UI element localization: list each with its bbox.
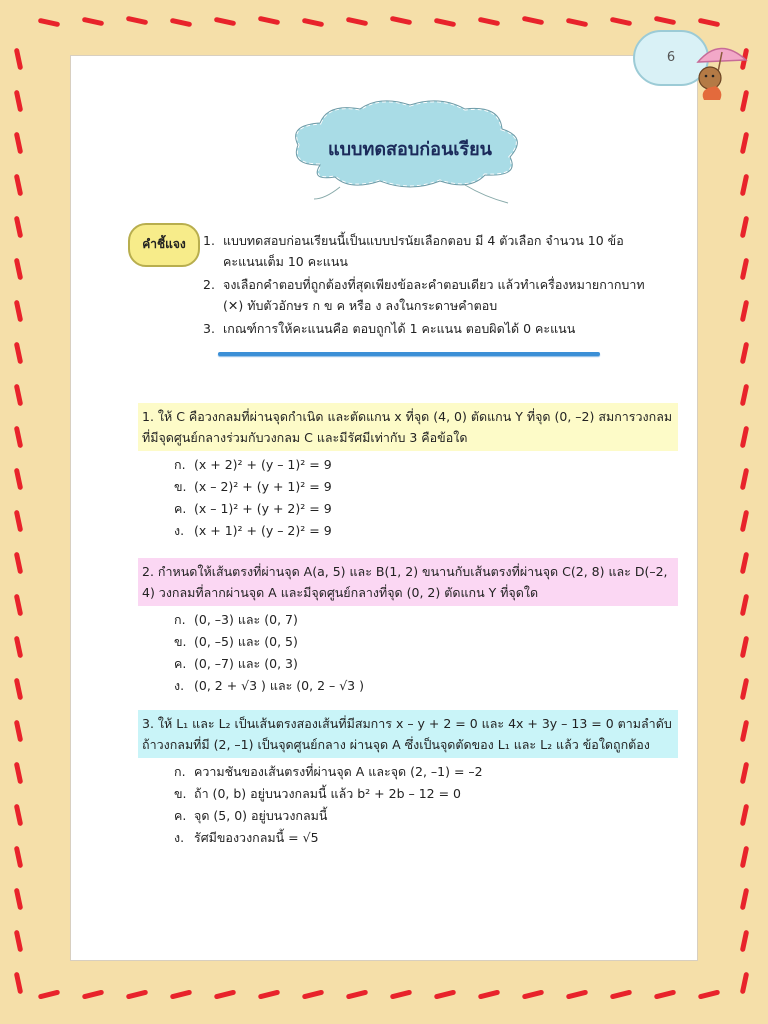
- frame-dash: [14, 552, 23, 575]
- frame-dash: [170, 18, 193, 27]
- frame-dash: [14, 300, 23, 323]
- choice-option[interactable]: [174, 631, 678, 653]
- choice-text: (x – 1)² + (y + 2)² = 9: [194, 501, 332, 516]
- choice-label: ง.: [174, 830, 185, 845]
- frame-dash: [14, 888, 23, 911]
- choice-text: (0, –7) และ (0, 3): [194, 656, 298, 671]
- frame-dash: [740, 174, 749, 197]
- instruction-number: 3.: [203, 321, 215, 336]
- frame-dash: [390, 16, 413, 25]
- umbrella-mascot-icon: [690, 40, 752, 102]
- frame-dash: [740, 468, 749, 491]
- question-stem: 1. ให้ C คือวงกลมที่ผ่านจุดกำเนิด และตัดแกน x ที่จุด (4, 0) ตัดแกน Y ที่จุด (0, –2) สมการวงกลมที่มีจุดศูนย์กลางร่วมกับวงกลม C และมีรัศมีเท่ากับ 3 คือข้อใด: [138, 403, 678, 451]
- frame-dash: [698, 18, 721, 27]
- choice-label: ข.: [174, 479, 187, 494]
- frame-dash: [740, 846, 749, 869]
- frame-dash: [434, 18, 457, 27]
- instruction-text: เกณฑ์การให้คะแนนคือ ตอบถูกได้ 1 คะแนน ตอบผิดได้ 0 คะแนน: [223, 321, 576, 336]
- frame-dash: [14, 762, 23, 785]
- question-1: [138, 403, 678, 542]
- frame-dash: [14, 258, 23, 281]
- frame-dash: [38, 989, 61, 999]
- frame-dash: [82, 989, 105, 999]
- choice-label: ก.: [174, 457, 186, 472]
- frame-dash: [740, 258, 749, 281]
- frame-dash: [14, 174, 23, 197]
- frame-dash: [390, 989, 413, 999]
- choice-list: [174, 761, 678, 849]
- frame-dash: [610, 989, 633, 999]
- choice-list: [174, 609, 678, 697]
- question-3: [138, 710, 678, 849]
- frame-dash: [740, 132, 749, 155]
- frame-dash: [14, 468, 23, 491]
- frame-dash: [14, 216, 23, 239]
- section-divider: [218, 352, 600, 356]
- frame-dash: [14, 48, 23, 71]
- frame-dash: [740, 762, 749, 785]
- choice-option[interactable]: [174, 653, 678, 675]
- frame-dash: [258, 989, 281, 999]
- question-stem: 3. ให้ L₁ และ L₂ เป็นเส้นตรงสองเส้นที่มีสมการ x – y + 2 = 0 และ 4x + 3y – 13 = 0 ตามลำดับ ถ้าวงกลมที่มี (2, –1) เป็นจุดศูนย์กลาง ผ่านจุด A ซึ่งเป็นจุดตัดของ L₁ และ L₂ แล้ว ข้อใดถูกต้อง: [138, 710, 678, 758]
- choice-label: ค.: [174, 656, 187, 671]
- choice-option[interactable]: [174, 675, 678, 697]
- frame-dash: [566, 18, 589, 27]
- choice-option[interactable]: [174, 609, 678, 631]
- choice-text: (0, 2 + √3 ) และ (0, 2 – √3 ): [194, 678, 364, 693]
- frame-dash: [14, 972, 23, 995]
- frame-dash: [740, 384, 749, 407]
- choice-text: (0, –3) และ (0, 7): [194, 612, 298, 627]
- page-number: 6: [666, 50, 676, 65]
- choice-text: (x – 2)² + (y + 1)² = 9: [194, 479, 332, 494]
- frame-dash: [740, 426, 749, 449]
- frame-dash: [14, 90, 23, 113]
- frame-dash: [14, 720, 23, 743]
- frame-dash: [170, 989, 193, 999]
- instructions-tag: [128, 223, 200, 267]
- frame-dash: [654, 989, 677, 999]
- frame-dash: [14, 384, 23, 407]
- frame-dash: [740, 930, 749, 953]
- frame-dash: [740, 342, 749, 365]
- frame-dash: [302, 989, 325, 999]
- frame-dash: [522, 989, 545, 999]
- choice-label: ง.: [174, 678, 185, 693]
- instruction-text: จงเลือกคำตอบที่ถูกต้องที่สุดเพียงข้อละคำตอบเดียว แล้วทำเครื่องหมายกากบาท (✕) ทับตัวอักษร ก ข ค หรือ ง ลงในกระดาษคำตอบ: [223, 277, 645, 313]
- frame-dash: [14, 132, 23, 155]
- frame-dash: [14, 804, 23, 827]
- instructions-tag-label: คำชี้แจง: [142, 237, 186, 251]
- frame-dash: [698, 989, 721, 999]
- choice-option[interactable]: [174, 454, 678, 476]
- choice-list: [174, 454, 678, 542]
- frame-dash: [14, 930, 23, 953]
- frame-dash: [82, 17, 105, 26]
- choice-option[interactable]: [174, 783, 678, 805]
- frame-dash: [740, 594, 749, 617]
- choice-text: (0, –5) และ (0, 5): [194, 634, 298, 649]
- choice-text: (x + 2)² + (y – 1)² = 9: [194, 457, 332, 472]
- choice-option[interactable]: [174, 827, 678, 849]
- frame-dash: [740, 678, 749, 701]
- question-2: [138, 558, 678, 697]
- instruction-item: [203, 230, 663, 272]
- frame-dash: [14, 846, 23, 869]
- question-stem: 2. กำหนดให้เส้นตรงที่ผ่านจุด A(a, 5) และ B(1, 2) ขนานกับเส้นตรงที่ผ่านจุด C(2, 8) และ D(–2, 4) วงกลมที่ลากผ่านจุด A และมีจุดศูนย์กลางที่จุด (0, 2) ตัดแกน Y ที่จุดใด: [138, 558, 678, 606]
- instruction-text: แบบทดสอบก่อนเรียนนี้เป็นแบบปรนัยเลือกตอบ มี 4 ตัวเลือก จำนวน 10 ข้อ คะแนนเต็ม 10 คะแนน: [223, 233, 624, 269]
- choice-text: ถ้า (0, b) อยู่บนวงกลมนี้ แล้ว b² + 2b – 12 = 0: [194, 786, 461, 801]
- frame-dash: [654, 16, 677, 25]
- frame-dash: [566, 989, 589, 999]
- frame-dash: [258, 16, 281, 25]
- choice-text: ความชันของเส้นตรงที่ผ่านจุด A และจุด (2, –1) = –2: [194, 764, 483, 779]
- instruction-number: 2.: [203, 277, 215, 292]
- instruction-item: [203, 318, 663, 339]
- frame-dash: [214, 989, 237, 999]
- frame-dash: [740, 804, 749, 827]
- page-title: แบบทดสอบก่อนเรียน: [328, 139, 492, 160]
- frame-dash: [38, 18, 61, 27]
- frame-dash: [302, 18, 325, 27]
- frame-dash: [14, 594, 23, 617]
- frame-dash: [740, 552, 749, 575]
- frame-dash: [740, 888, 749, 911]
- choice-text: จุด (5, 0) อยู่บนวงกลมนี้: [194, 808, 328, 823]
- frame-dash: [14, 510, 23, 533]
- frame-dash: [346, 17, 369, 26]
- choice-label: ก.: [174, 612, 186, 627]
- choice-option[interactable]: [174, 805, 678, 827]
- choice-text: รัศมีของวงกลมนี้ = √5: [194, 830, 319, 845]
- instructions-list: [203, 230, 663, 341]
- choice-option[interactable]: [174, 476, 678, 498]
- instruction-number: 1.: [203, 233, 215, 248]
- choice-option[interactable]: [174, 498, 678, 520]
- frame-dash: [14, 678, 23, 701]
- choice-label: ข.: [174, 786, 187, 801]
- frame-dash: [740, 972, 749, 995]
- frame-dash: [14, 426, 23, 449]
- frame-dash: [126, 989, 149, 999]
- frame-dash: [478, 989, 501, 999]
- frame-dash: [434, 989, 457, 999]
- frame-dash: [14, 342, 23, 365]
- frame-dash: [740, 720, 749, 743]
- choice-text: (x + 1)² + (y – 2)² = 9: [194, 523, 332, 538]
- choice-label: ก.: [174, 764, 186, 779]
- frame-dash: [478, 17, 501, 26]
- choice-option[interactable]: [174, 761, 678, 783]
- choice-label: ค.: [174, 808, 187, 823]
- frame-dash: [214, 17, 237, 26]
- frame-dash: [740, 216, 749, 239]
- frame-dash: [610, 17, 633, 26]
- choice-option[interactable]: [174, 520, 678, 542]
- choice-label: ค.: [174, 501, 187, 516]
- frame-dash: [14, 636, 23, 659]
- instruction-item: [203, 274, 663, 316]
- frame-dash: [740, 300, 749, 323]
- frame-dash: [522, 16, 545, 25]
- frame-dash: [346, 989, 369, 999]
- frame-dash: [740, 636, 749, 659]
- frame-dash: [740, 510, 749, 533]
- frame-dash: [126, 16, 149, 25]
- choice-label: ง.: [174, 523, 185, 538]
- choice-label: ข.: [174, 634, 187, 649]
